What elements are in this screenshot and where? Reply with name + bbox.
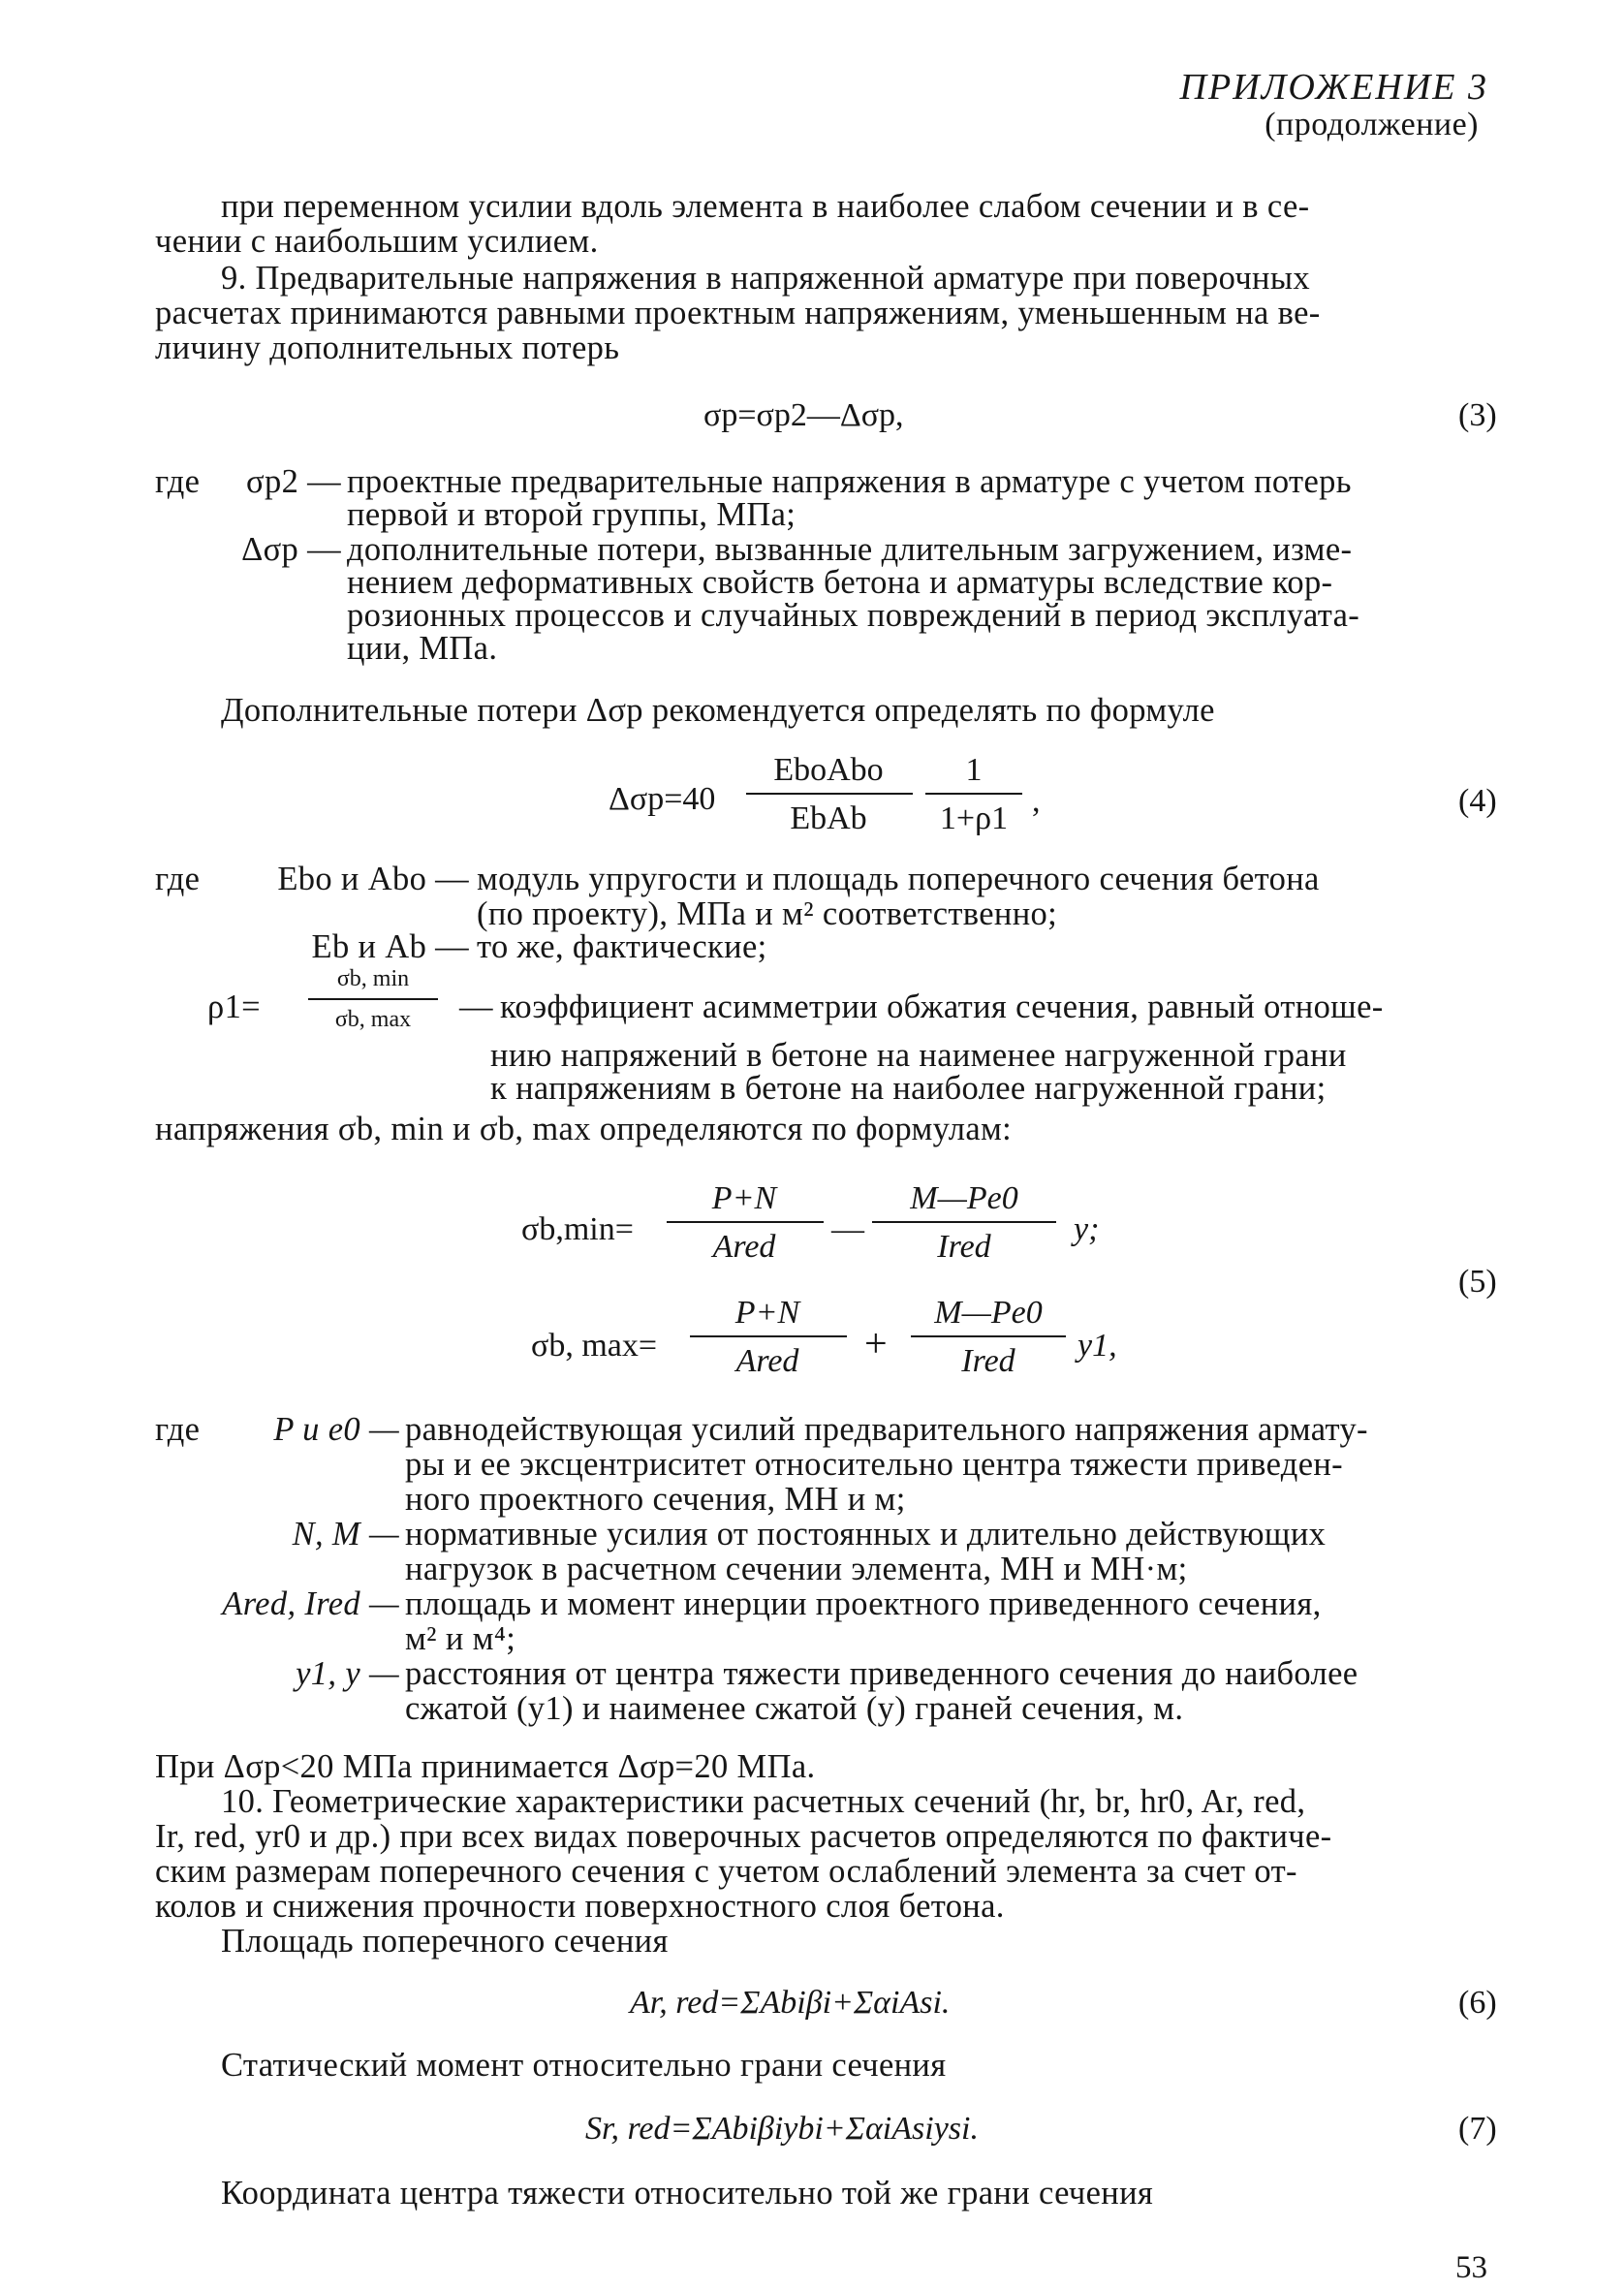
where4-item3-line2: нию напряжений в бетоне на наименее нагруженной грани <box>490 1037 1347 1074</box>
equation-5-row1-num2: M—Pe0 <box>910 1180 1018 1216</box>
where-label-4: где <box>155 861 201 897</box>
equation-5-row2-op: + <box>864 1322 888 1366</box>
equation-5-row1-den2: Ired <box>937 1229 991 1265</box>
where3-item2-line2: нением деформативных свойств бетона и арматуры вследствие кор- <box>347 564 1333 601</box>
equation-5-row2-num2: M—Pe0 <box>934 1295 1043 1331</box>
para-additional-losses: Дополнительные потери Δσp рекомендуется определять по формуле <box>221 692 1215 729</box>
where4-symbol-2: Eb и Ab — <box>311 928 469 965</box>
equation-7-number: (7) <box>1458 2111 1497 2147</box>
rho1-fracline <box>308 998 438 1000</box>
appendix-subtitle: (продолжение) <box>1265 107 1479 142</box>
para-min-loss: При Δσp<20 МПа принимается Δσp=20 МПа. <box>155 1748 816 1785</box>
where3-item2-line4: ции, МПа. <box>347 630 498 667</box>
page-number: 53 <box>1455 2250 1487 2285</box>
where4-item1-line1: модуль упругости и площадь поперечного сечения бетона <box>477 861 1320 897</box>
equation-4-fracline1 <box>746 793 913 795</box>
equation-5-row1-num1: P+N <box>711 1180 777 1216</box>
where5-item1-line2: ры и ее эксцентриситет относительно центра тяжести приведен- <box>405 1446 1344 1483</box>
para-static-moment: Статический момент относительно грани сечения <box>221 2047 947 2084</box>
equation-4-lhs: Δσp=40 <box>609 781 716 817</box>
equation-4-num2: 1 <box>965 752 983 788</box>
where5-symbol-3: Ared, Ired — <box>222 1585 399 1622</box>
equation-5-row2-den1: Ared <box>735 1343 799 1379</box>
where4-symbol-1: Ebo и Abo — <box>277 861 469 897</box>
para1-line1: при переменном усилии вдоль элемента в наиболее слабом сечении и в се- <box>221 188 1310 225</box>
where3-item2-line1: дополнительные потери, вызванные длительным загружением, изме- <box>347 531 1353 568</box>
where5-symbol-1: P и e0 — <box>273 1411 399 1448</box>
para10-line1: 10. Геометрические характеристики расчетных сечений (hr, br, hr0, Ar, red, <box>221 1783 1306 1820</box>
where3-item1-line1: проектные предварительные напряжения в арматуре с учетом потерь <box>347 463 1352 500</box>
equation-5-row1-den1: Ared <box>712 1229 776 1265</box>
equation-5-row2-fracline2 <box>911 1335 1066 1337</box>
where5-symbol-4: y1, y — <box>296 1655 399 1692</box>
where5-item1-line3: ного проектного сечения, МН и м; <box>405 1481 906 1518</box>
para-area: Площадь поперечного сечения <box>221 1923 669 1960</box>
equation-5-row1-tail: y; <box>1074 1211 1100 1247</box>
equation-4-num1: EboAbo <box>773 752 884 788</box>
where4-item1-line2: (по проекту), МПа и м² соответственно; <box>477 895 1058 932</box>
equation-5-row2-num1: P+N <box>734 1295 800 1331</box>
equation-5-row1-lhs: σb,min= <box>521 1211 634 1247</box>
where4-item3-line1: коэффициент асимметрии обжатия сечения, равный отноше- <box>500 988 1384 1025</box>
equation-5-row2-lhs: σb, max= <box>531 1328 658 1364</box>
rho1-numerator: σb, min <box>336 966 410 991</box>
equation-6-number: (6) <box>1458 1985 1497 2021</box>
rho1-dash: — <box>459 988 493 1025</box>
where5-item3-line2: м² и м⁴; <box>405 1620 516 1657</box>
equation-5-row1-fracline2 <box>872 1221 1056 1223</box>
para-stress-formulas: напряжения σb, min и σb, max определяются по формулам: <box>155 1111 1013 1147</box>
equation-5-row2-fracline1 <box>690 1335 847 1337</box>
para9-line3: личину дополнительных потерь <box>155 329 620 366</box>
where4-item2-line1: то же, фактические; <box>477 928 767 965</box>
equation-3: σp=σp2—Δσp, <box>703 397 904 433</box>
equation-5-row1-op: — <box>831 1211 864 1247</box>
where5-item3-line1: площадь и момент инерции проектного приведенного сечения, <box>405 1585 1322 1622</box>
rho1-lhs: ρ1= <box>207 988 261 1025</box>
equation-4-den2: 1+ρ1 <box>939 800 1009 836</box>
para9-line2: расчетах принимаются равными проектным напряжениям, уменьшенным на ве- <box>155 295 1321 331</box>
where5-item2-line1: нормативные усилия от постоянных и длительно действующих <box>405 1516 1327 1553</box>
where3-symbol-2: Δσp — <box>241 531 341 568</box>
rho1-denominator: σb, max <box>334 1007 412 1032</box>
equation-5-row2-den2: Ired <box>961 1343 1015 1379</box>
equation-4-comma: , <box>1032 783 1041 819</box>
para9-line1: 9. Предварительные напряжения в напряженной арматуре при поверочных <box>221 260 1310 297</box>
equation-4-fracline2 <box>925 793 1022 795</box>
where5-item2-line2: нагрузок в расчетном сечении элемента, МН и МН·м; <box>405 1551 1188 1587</box>
para10-line4: колов и снижения прочности поверхностного слоя бетона. <box>155 1888 1005 1925</box>
where5-item4-line1: расстояния от центра тяжести приведенного сечения до наиболее <box>405 1655 1359 1692</box>
where-label-5: где <box>155 1411 201 1448</box>
where3-item1-line2: первой и второй группы, МПа; <box>347 496 796 533</box>
para10-line2: Ir, red, yr0 и др.) при всех видах поверочных расчетов определяются по фактиче- <box>155 1818 1332 1855</box>
equation-3-number: (3) <box>1458 397 1497 433</box>
equation-5-row1-fracline1 <box>667 1221 824 1223</box>
appendix-title: ПРИЛОЖЕНИЕ 3 <box>1179 67 1488 108</box>
para-centroid-coordinate: Координата центра тяжести относительно той же грани сечения <box>221 2175 1154 2212</box>
para1-line2: чении с наибольшим усилием. <box>155 223 599 260</box>
equation-5-number: (5) <box>1458 1264 1497 1300</box>
para10-line3: ским размерам поперечного сечения с учетом ослаблений элемента за счет от- <box>155 1853 1297 1890</box>
where3-item2-line3: розионных процессов и случайных повреждений в период эксплуата- <box>347 597 1360 634</box>
where3-symbol-1: σp2 — <box>246 463 341 500</box>
equation-4-den1: EbAb <box>790 800 867 836</box>
equation-7: Sr, red=ΣAbiβiybi+ΣαiAsiysi. <box>585 2111 979 2147</box>
where5-symbol-2: N, M — <box>292 1516 399 1553</box>
equation-4-number: (4) <box>1458 783 1497 819</box>
equation-5-row2-tail: y1, <box>1077 1328 1117 1364</box>
where4-item3-line3: к напряжениям в бетоне на наиболее нагруженной грани; <box>490 1070 1327 1107</box>
equation-6: Ar, red=ΣAbiβi+ΣαiAsi. <box>630 1985 951 2021</box>
where5-item1-line1: равнодействующая усилий предварительного напряжения армату- <box>405 1411 1368 1448</box>
where-label-3: где <box>155 463 201 500</box>
where5-item4-line2: сжатой (y1) и наименее сжатой (y) граней сечения, м. <box>405 1690 1184 1727</box>
